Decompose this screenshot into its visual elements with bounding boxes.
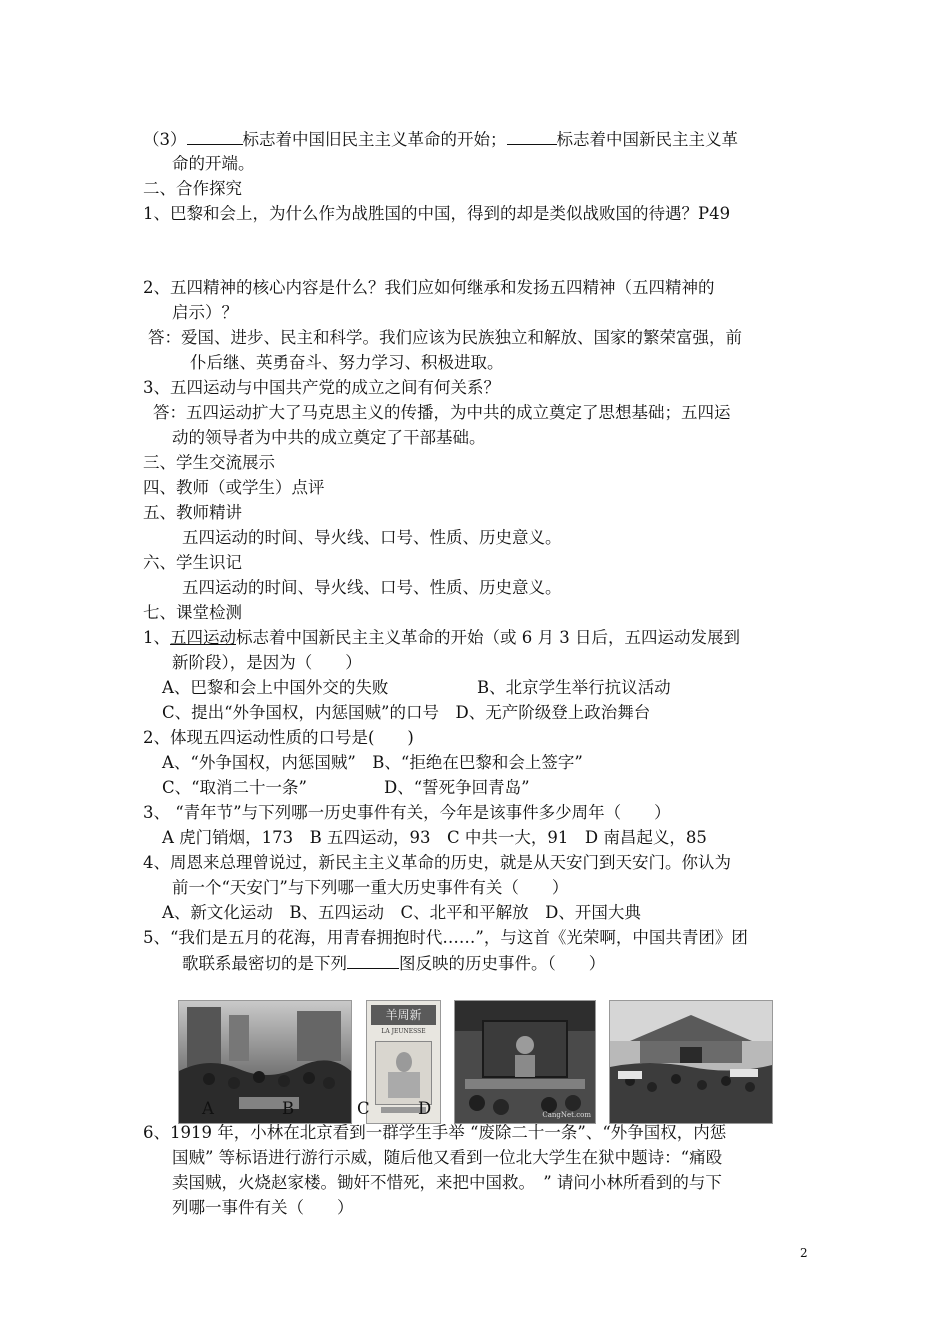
test-q2-options-ab: A、“外争国权，内惩国贼” B、“拒绝在巴黎和会上签字” (162, 753, 583, 772)
test-q1-option-b: B、北京学生举行抗议活动 (477, 678, 671, 697)
image-label-a: A (202, 1099, 214, 1118)
page-number: 2 (800, 1246, 808, 1260)
test-q2-option-d: D、“誓死争回青岛” (384, 778, 530, 797)
test-q3-options: A 虎门销烟，173 B 五四运动，93 C 中共一大，91 D 南昌起义，85 (162, 828, 707, 847)
option-c-image (454, 1000, 596, 1124)
test-question-4-continuation: 前一个“天安门”与下列哪一重大历史事件有关（ ） (172, 878, 569, 897)
test-question-4: 4、周恩来总理曾说过，新民主主义革命的历史，就是从天安门到天安门。你认为 (143, 853, 731, 872)
test-q1-options-cd: C、提出“外争国权，内惩国贼”的口号 D、无产阶级登上政治舞台 (162, 703, 651, 722)
underlined-term: 五四运动 (170, 628, 236, 647)
image-label-c: C (357, 1099, 370, 1118)
q3-number: （3） (143, 130, 187, 149)
question-2: 2、五四精神的核心内容是什么？我们应如何继承和发扬五四精神（五四精神的 (143, 278, 715, 297)
option-d-image (609, 1000, 773, 1124)
magazine-title: 羊周新 (371, 1005, 436, 1025)
section-6-text: 五四运动的时间、导火线、口号、性质、历史意义。 (182, 578, 562, 597)
section-heading-3: 三、学生交流展示 (143, 453, 275, 472)
test-q4-options: A、新文化运动 B、五四运动 C、北平和平解放 D、开国大典 (162, 903, 641, 922)
section-5-text: 五四运动的时间、导火线、口号、性质、历史意义。 (182, 528, 562, 547)
blank-3 (347, 952, 399, 969)
test-question-5: 5、“我们是五月的花海，用青春拥抱时代……”，与这首《光荣啊，中国共青团》团 (143, 928, 748, 947)
question-1: 1、巴黎和会上，为什么作为战胜国的中国，得到的却是类似战败国的待遇？P49 (143, 204, 731, 223)
blank-1 (187, 128, 243, 145)
test-question-2: 2、体现五四运动性质的口号是( ) (143, 728, 414, 747)
image-watermark: CangNet.com (542, 1111, 591, 1119)
magazine-portrait-frame (375, 1041, 432, 1105)
test-q5-text: 歌联系最密切的是下列 (182, 954, 347, 973)
test-question-6-line-2: 国贼” 等标语进行游行示威，随后他又看到一位北大学生在狱中题诗：“痛殴 (172, 1148, 723, 1167)
test-q1-number: 1、 (143, 628, 170, 647)
image-label-b: B (282, 1099, 295, 1118)
test-question-1 (143, 627, 740, 649)
test-q1-text: 标志着中国新民主主义革命的开始（或 6 月 3 日后，五四运动发展到 (236, 628, 740, 647)
question-3: 3、五四运动与中国共产党的成立之间有何关系？ (143, 378, 500, 397)
q3-fill-blank (143, 128, 738, 151)
question-2-continuation: 启示）？ (172, 303, 238, 322)
test-question-6-line-4: 列哪一事件有关（ ） (172, 1198, 354, 1217)
section-heading-4: 四、教师（或学生）点评 (143, 478, 325, 497)
answer-2: 答：爱国、进步、民主和科学。我们应该为民族独立和解放、国家的繁荣富强，前 (148, 328, 742, 347)
q3-text-1: 标志着中国旧民主主义革命的开始； (242, 130, 507, 149)
test-question-1-continuation: 新阶段），是因为（ ） (172, 653, 362, 672)
magazine-subtitle: LA JEUNESSE (381, 1028, 426, 1035)
test-q1-option-a: A、巴黎和会上中国外交的失败 (162, 678, 389, 697)
test-question-3: 3、 “青年节”与下列哪一历史事件有关，今年是该事件多少周年（ ） (143, 803, 671, 822)
test-question-6-line-3: 卖国贼，火烧赵家楼。锄奸不惜死，来把中国救。 ” 请问小林所看到的与下 (172, 1173, 722, 1192)
test-question-6: 6、1919 年，小林在北京看到一群学生手举 “废除二十一条”、“外争国权，内惩 (143, 1123, 727, 1142)
image-label-d: D (418, 1099, 432, 1118)
blank-2 (507, 128, 557, 145)
test-q2-option-c: C、“取消二十一条” (162, 778, 307, 797)
test-q5-text-2: 图反映的历史事件。（ ） (399, 954, 606, 973)
section-heading-2: 二、合作探究 (143, 179, 242, 198)
answer-3-continuation: 动的领导者为中共的成立奠定了干部基础。 (172, 428, 486, 447)
answer-3: 答：五四运动扩大了马克思主义的传播，为中共的成立奠定了思想基础；五四运 (153, 403, 731, 422)
test-question-5-continuation (182, 952, 605, 975)
section-heading-6: 六、学生识记 (143, 553, 242, 572)
q3-continuation: 命的开端。 (172, 154, 255, 173)
answer-2-continuation: 仆后继、英勇奋斗、努力学习、积极进取。 (190, 353, 504, 372)
q3-text-2: 标志着中国新民主主义革 (556, 130, 738, 149)
section-heading-7: 七、课堂检测 (143, 603, 242, 622)
section-heading-5: 五、教师精讲 (143, 503, 242, 522)
